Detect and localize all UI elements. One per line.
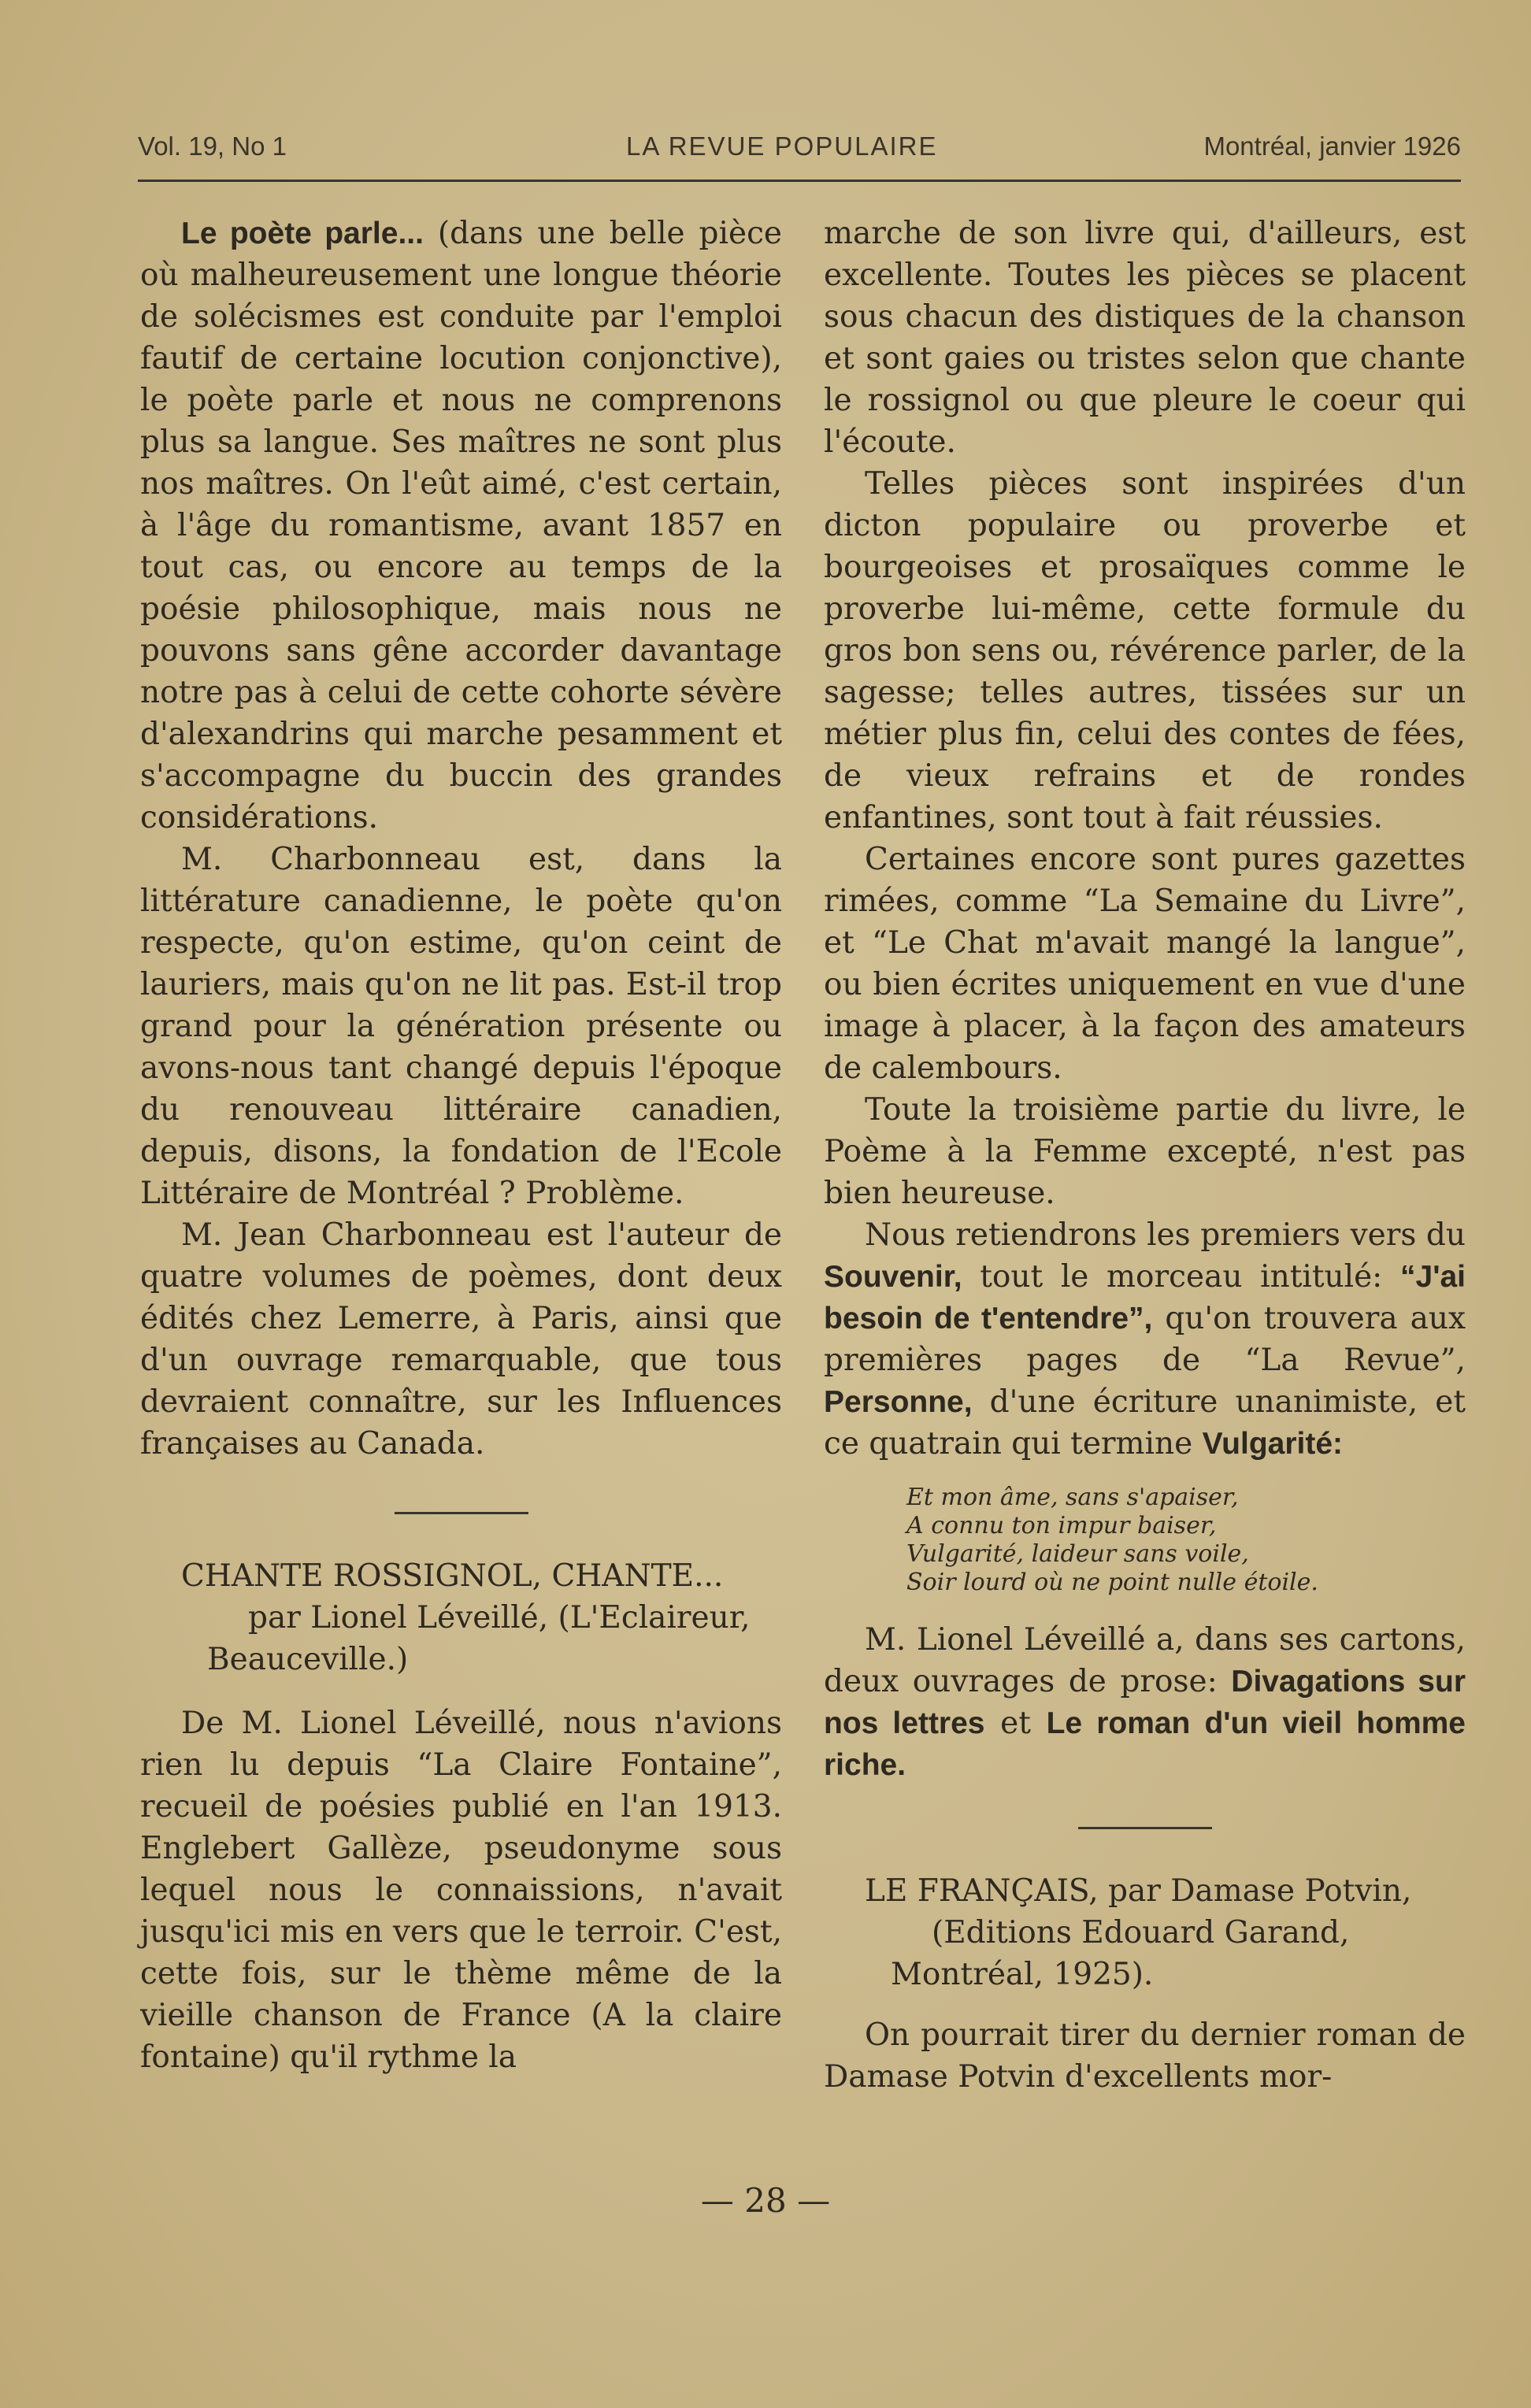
paragraph: marche de son livre qui, d'ailleurs, est excellente. Toutes les pièces se placent sous chacun des distiques de la chanson et sont gaies ou tristes selon que chante le rossignol ou que pleure le coeur qui l'écoute. — [824, 216, 1466, 460]
quatrain — [824, 1484, 1466, 1597]
place-date: Montréal, janvier 1926 — [1203, 132, 1461, 161]
page-number: — 28 — — [700, 2181, 831, 2220]
paragraph: De M. Lionel Léveillé, nous n'avions rien lu depuis “La Claire Fontaine”, recueil de poésies publié en l'an 1913. Englebert Gallèze, pseudonyme sous lequel nous le connaissions, n'avait jusqu'ici mis en vers que le terroir. C'est, cette fois, sur le thème même de la vieille chanson de France (A la claire fontaine) qu'il rythme la — [140, 1706, 782, 2075]
verse-line: Soir lourd où ne point nulle étoile. — [906, 1569, 1318, 1596]
journal-title: LA REVUE POPULAIRE — [626, 132, 938, 161]
paragraph: M. Jean Charbonneau est l'auteur de quatre volumes de poèmes, dont deux édités chez Lemerre, à Paris, ainsi que d'un ouvrage remarquable, que tous devraient connaître, sur les Influences françaises au Canada. — [140, 1217, 782, 1461]
paragraph: Le poète parle... (dans une belle pièce où malheureusement une longue théorie de solécismes est conduite par l'emploi fautif de certaine locution conjonctive), le poète parle et nous ne comprenons plus sa langue. Ses maîtres ne sont plus nos maîtres. On l'eût aimé, c'est certain, à l'âge du romantisme, avant 1857 en tout cas, ou encore au temps de la poésie philosophique, mais nous ne pouvons sans gêne accorder davantage notre pas à celui de cette cohorte sévère d'alexandrins qui marche pesamment et s'accompagne du buccin des grandes considérations. — [140, 216, 782, 835]
left-column — [140, 213, 782, 2078]
volume-number: Vol. 19, No 1 — [138, 132, 287, 161]
verse-line: Et mon âme, sans s'apaiser, — [906, 1484, 1239, 1511]
paragraph: M. Charbonneau est, dans la littérature canadienne, le poète qu'on respecte, qu'on estime, qu'on ceint de lauriers, mais qu'on ne lit pas. Est-il trop grand pour la génération présente ou avons-nous tant changé depuis l'époque du renouveau littéraire canadien, depuis, disons, la fondation de l'Ecole Littéraire de Montréal ? Problème. — [140, 842, 782, 1211]
verse-line: A connu ton impur baiser, — [906, 1512, 1217, 1539]
paragraph: M. Lionel Léveillé a, dans ses cartons, deux ouvrages de prose: Divagations sur nos lettres et Le roman d'un vieil homme riche. — [824, 1622, 1466, 1782]
paragraph: Nous retiendrons les premiers vers du Souvenir, tout le morceau intitulé: “J'ai besoin de t'entendre”, qu'on trouvera aux premières pages de “La Revue”, Personne, d'une écriture unanimiste, et ce quatrain qui termine Vulgarité: — [824, 1217, 1466, 1461]
paragraph: On pourrait tirer du dernier roman de Damase Potvin d'excellents mor- — [824, 2017, 1466, 2095]
review-byline: par Lionel Léveillé, (L'Eclaireur, Beauceville.) — [207, 1600, 751, 1677]
review-title: CHANTE ROSSIGNOL, CHANTE... — [181, 1558, 724, 1594]
paragraph: Toute la troisième partie du livre, le Poème à la Femme excepté, n'est pas bien heureuse. — [824, 1092, 1466, 1211]
review-title: LE FRANÇAIS, par Damase Potvin, — [865, 1873, 1412, 1909]
review-byline: (Editions Edouard Garand, Montréal, 1925). — [891, 1915, 1350, 1992]
right-column — [824, 213, 1466, 2098]
running-header — [138, 128, 1461, 168]
paragraph: Certaines encore sont pures gazettes rimées, comme “La Semaine du Livre”, et “Le Chat m'avait mangé la langue”, ou bien écrites uniquement en vue d'une image à placer, à la façon des amateurs de calembours. — [824, 842, 1466, 1086]
verse-line: Vulgarité, laideur sans voile, — [906, 1540, 1249, 1568]
bold-lead: Le poète parle... — [181, 217, 424, 250]
paragraph: Telles pièces sont inspirées d'un dicton populaire ou proverbe et bourgeoises et prosaïques comme le proverbe lui-même, cette formule du gros bon sens ou, révérence parler, de la sagesse; telles autres, tissées sur un métier plus fin, celui des contes de fées, de vieux refrains et de rondes enfantines, sont tout à fait réussies. — [824, 466, 1466, 835]
header-rule — [138, 180, 1461, 182]
